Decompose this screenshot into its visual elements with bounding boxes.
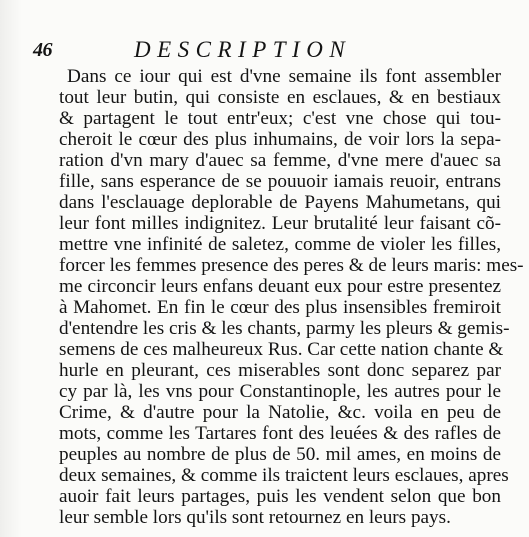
text-line: leur font milles indignitez. Leur brutalité leur faisant cõ- [59,213,501,234]
running-title: DESCRIPTION [134,37,352,62]
text-line: me circoncir leurs enfans deuant eux pour estre presentez [59,276,501,297]
text-line: peuples au nombre de plus de 50. mil ames, en moins de [59,444,501,465]
body-text [59,66,524,528]
text-line: cy par là, les vns pour Constantinople, les autres pour le [59,381,501,402]
text-line: dans l'esclauage deplorable de Payens Mahumetans, qui [59,192,501,213]
text-line: hurle en pleurant, ces miserables sont donc separez par [59,360,501,381]
text-line: mettre vne infinité de saletez, comme de violer les filles, [59,234,501,255]
page-number: 46 [33,39,52,61]
text-line: cheroit le cœur des plus inhumains, de voir lors la sepa- [59,129,501,150]
text-line: fille, sans esperance de se pouuoir iamais reuoir, entrans [59,171,501,192]
text-line: Dans ce iour qui est d'vne semaine ils font assembler [67,66,501,87]
text-line: forcer les femmes presence des peres & de leurs maris: mes- [59,255,524,276]
text-line: deux semaines, & comme ils traictent leurs esclaues, apres [59,465,509,486]
text-line: tout leur butin, qui consiste en esclaues, & en bestiaux [59,87,501,108]
text-line: auoir fait leurs partages, puis les vendent selon que bon [59,486,501,507]
text-line: mots, comme les Tartares font des leuées & des rafles de [59,423,501,444]
text-line: leur semble lors qu'ils sont retournez en leurs pays. [59,507,451,528]
gutter-shadow [0,0,22,537]
text-line: à Mahomet. En fin le cœur des plus insensibles fremiroit [59,297,501,318]
text-line: d'entendre les cris & les chants, parmy les pleurs & gemis- [59,318,510,339]
text-line: semens de ces malheureux Rus. Car cette nation chante & [59,339,504,360]
text-line: & partagent le tout entr'eux; c'est vne chose qui tou- [59,108,501,129]
text-line: Crime, & d'autre pour la Natolie, &c. voila en peu de [59,402,501,423]
text-line: ration d'vn mary d'auec sa femme, d'vne mere d'auec sa [59,150,501,171]
